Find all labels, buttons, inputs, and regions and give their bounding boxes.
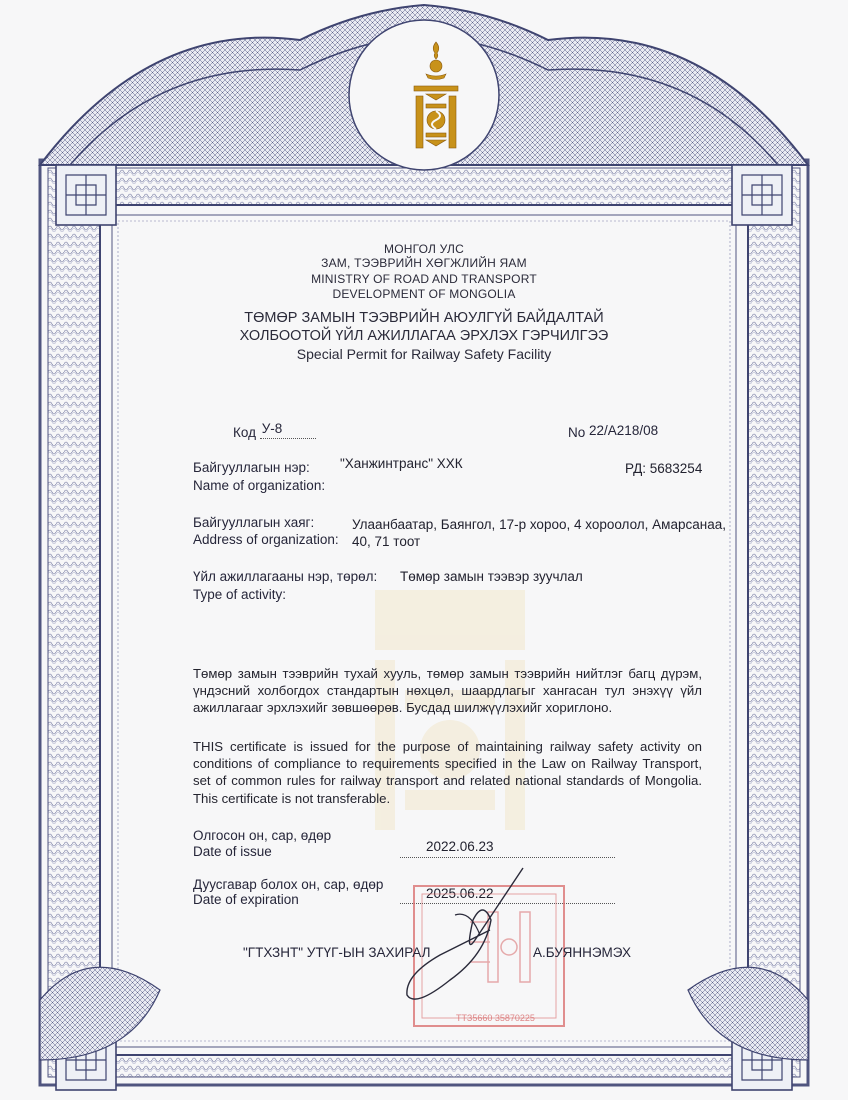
issue-label-en: Date of issue [193,844,272,859]
statement-mn: Төмөр замын тээврийн тухай хууль, төмөр замын тээврийн нийтлэг багц дүрэм, үндэсний холбогдох стандартын нөхцөл, шаардлагыг хангасан тул энэхүү үйл ажиллагааг эрхлэхийг зөвшөөрөв. Бусдад шилжүүлэхийг хориглоно. [193,666,702,716]
number-value: 22/А218/08 [589,423,659,438]
rd-value: 5683254 [649,461,703,476]
org-label-en: Name of organization: [193,478,326,493]
issue-value: 2022.06.23 [426,839,494,854]
activity-value: Төмөр замын тээвэр зуучлал [400,569,583,584]
stamp-text: ТТЗ5660 35870225 [456,1013,535,1023]
issue-dotted-line [400,857,615,858]
address-value-line2: 40, 71 тоот [352,534,421,549]
code-value: У-8 [260,420,316,439]
title-mn-line2: ХОЛБООТОЙ ҮЙЛ АЖИЛЛАГАА ЭРХЛЭХ ГЭРЧИЛГЭЭ [239,328,609,344]
title-en: Special Permit for Railway Safety Facility [296,346,552,362]
statement-en: THIS certificate is issued for the purpose of maintaining railway safety activity on conditions of compliance to requirements specified in the Law on Railway Transport, set of common rules for railway transport and related national standards of Mongolia. This certificate is not transferable. [193,739,702,806]
expiration-value: 2025.06.22 [426,886,494,901]
header-ministry-en-1: MINISTRY OF ROAD AND TRANSPORT [311,272,537,286]
rd-label: РД: [625,461,646,476]
org-name-value: "Ханжинтранс" ХХК [340,456,463,471]
expiration-label-en: Date of expiration [193,892,299,907]
code-field [233,421,316,443]
signatory-title: "ГТХЗНТ" УТҮГ-ЫН ЗАХИРАЛ [243,945,431,960]
number-label: No [568,425,586,440]
issue-label-mn: Олгосон он, сар, өдөр [193,828,332,843]
org-label-mn: Байгууллагын нэр: [193,460,310,475]
soyombo-emblem [404,40,468,152]
header-ministry-en-2: DEVELOPMENT OF MONGOLIA [332,287,516,301]
number-field [568,424,658,442]
expiration-label-mn: Дуусгавар болох он, сар, өдөр [193,877,384,892]
activity-label-en: Type of activity: [193,587,287,602]
title-mn-line1: ТӨМӨР ЗАМЫН ТЭЭВРИЙН АЮУЛГҮЙ БАЙДАЛТАЙ [244,310,604,326]
header-country: МОНГОЛ УЛС [384,242,464,256]
activity-label-mn: Үйл ажиллагааны нэр, төрөл: [193,569,378,584]
rd-field [625,460,702,478]
handwritten-signature [395,860,535,1010]
address-value-line1: Улаанбаатар, Баянгол, 17-р хороо, 4 хороолол, Амарсанаа, [352,517,726,532]
signatory-name: А.БУЯННЭМЭХ [533,945,632,960]
header-ministry-mn: ЗАМ, ТЭЭВРИЙН ХӨГЖЛИЙН ЯАМ [321,256,527,270]
code-label: Код [233,425,256,440]
address-label-mn: Байгууллагын хаяг: [193,515,315,530]
address-label-en: Address of organization: [193,532,339,547]
